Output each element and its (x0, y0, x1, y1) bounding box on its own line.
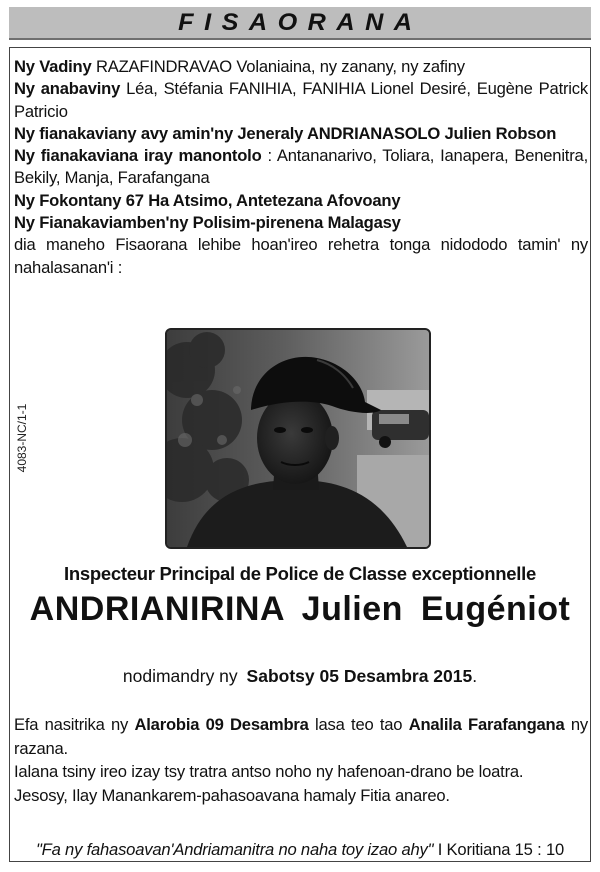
fokontany-line (14, 190, 588, 212)
police-family-line (14, 212, 588, 234)
burial-line (14, 713, 588, 760)
whole-family-line (14, 145, 588, 190)
burial-end: ny razana. (14, 715, 589, 758)
burial-day: Alarobia 09 Desambra (134, 715, 309, 734)
spouse-text: RAZAFINDRAVAO Volaniaina, ny zanany, ny zafiny (95, 57, 465, 76)
blessing-line: Jesosy, Ilay Manankarem-pahasoavana hamaly Fitia anareo. (14, 785, 450, 805)
reference-code: 4083-NC/1-1 (15, 403, 29, 473)
deceased-name: ANDRIANIRINA Julien Eugéniot (29, 590, 571, 628)
burial-intro: Efa nasitrika ny (14, 715, 129, 734)
spouse-label: Ny Vadiny (14, 57, 92, 76)
portrait-image (167, 330, 429, 547)
police-family-text: Ny Fianakaviamben'ny Polisim-pirenena Malagasy (14, 213, 401, 233)
portrait-photo (165, 328, 431, 549)
siblings-text: Léa, Stéfania FANIHIA, FANIHIA Lionel Desiré, Eugène Patrick Patricio (14, 79, 588, 121)
burial-place: Analila Farafangana (408, 715, 565, 734)
death-prefix: nodimandry ny (122, 666, 238, 686)
funeral-section (14, 713, 588, 807)
death-date: Sabotsy 05 Desambra 2015 (246, 666, 473, 686)
quote-reference: I Koritiana 15 : 10 (437, 840, 565, 859)
fokontany-text: Ny Fokontany 67 Ha Atsimo, Antetezana Afovoany (14, 190, 401, 210)
spouse-line (14, 56, 588, 78)
deceased-rank: Inspecteur Principal de Police de Classe exceptionnelle (64, 563, 536, 584)
siblings-label: Ny anabaviny (14, 79, 121, 99)
whole-family-label: Ny fianakaviana iray manontolo (14, 146, 262, 166)
header-title: FISAORANA (177, 8, 423, 36)
general-family-text: Ny fianakaviany avy amin'ny Jeneraly ANDRIANASOLO Julien Robson (14, 123, 557, 143)
whole-family-text: : Antananarivo, Toliara, Ianapera, Benenitra, Bekily, Manja, Farafangana (14, 146, 588, 188)
header-banner (9, 7, 591, 40)
apology-line: Ialana tsiny ireo izay tsy tratra antso noho ny hafenoan-drano be loatra. (14, 762, 524, 781)
scripture-quote (0, 840, 600, 860)
siblings-line (14, 78, 588, 123)
quote-text: "Fa ny fahasoavan'Andriamanitra no naha toy izao ahy" (35, 840, 434, 859)
thanks-line: dia maneho Fisaorana lehibe hoan'ireo rehetra tonga nidododo tamin' ny nahalasanan'i : (14, 235, 588, 277)
burial-middle: lasa teo tao (315, 715, 403, 734)
general-family-line (14, 123, 588, 145)
death-suffix: . (472, 666, 478, 686)
death-date-line (0, 666, 600, 687)
family-section (14, 56, 588, 279)
